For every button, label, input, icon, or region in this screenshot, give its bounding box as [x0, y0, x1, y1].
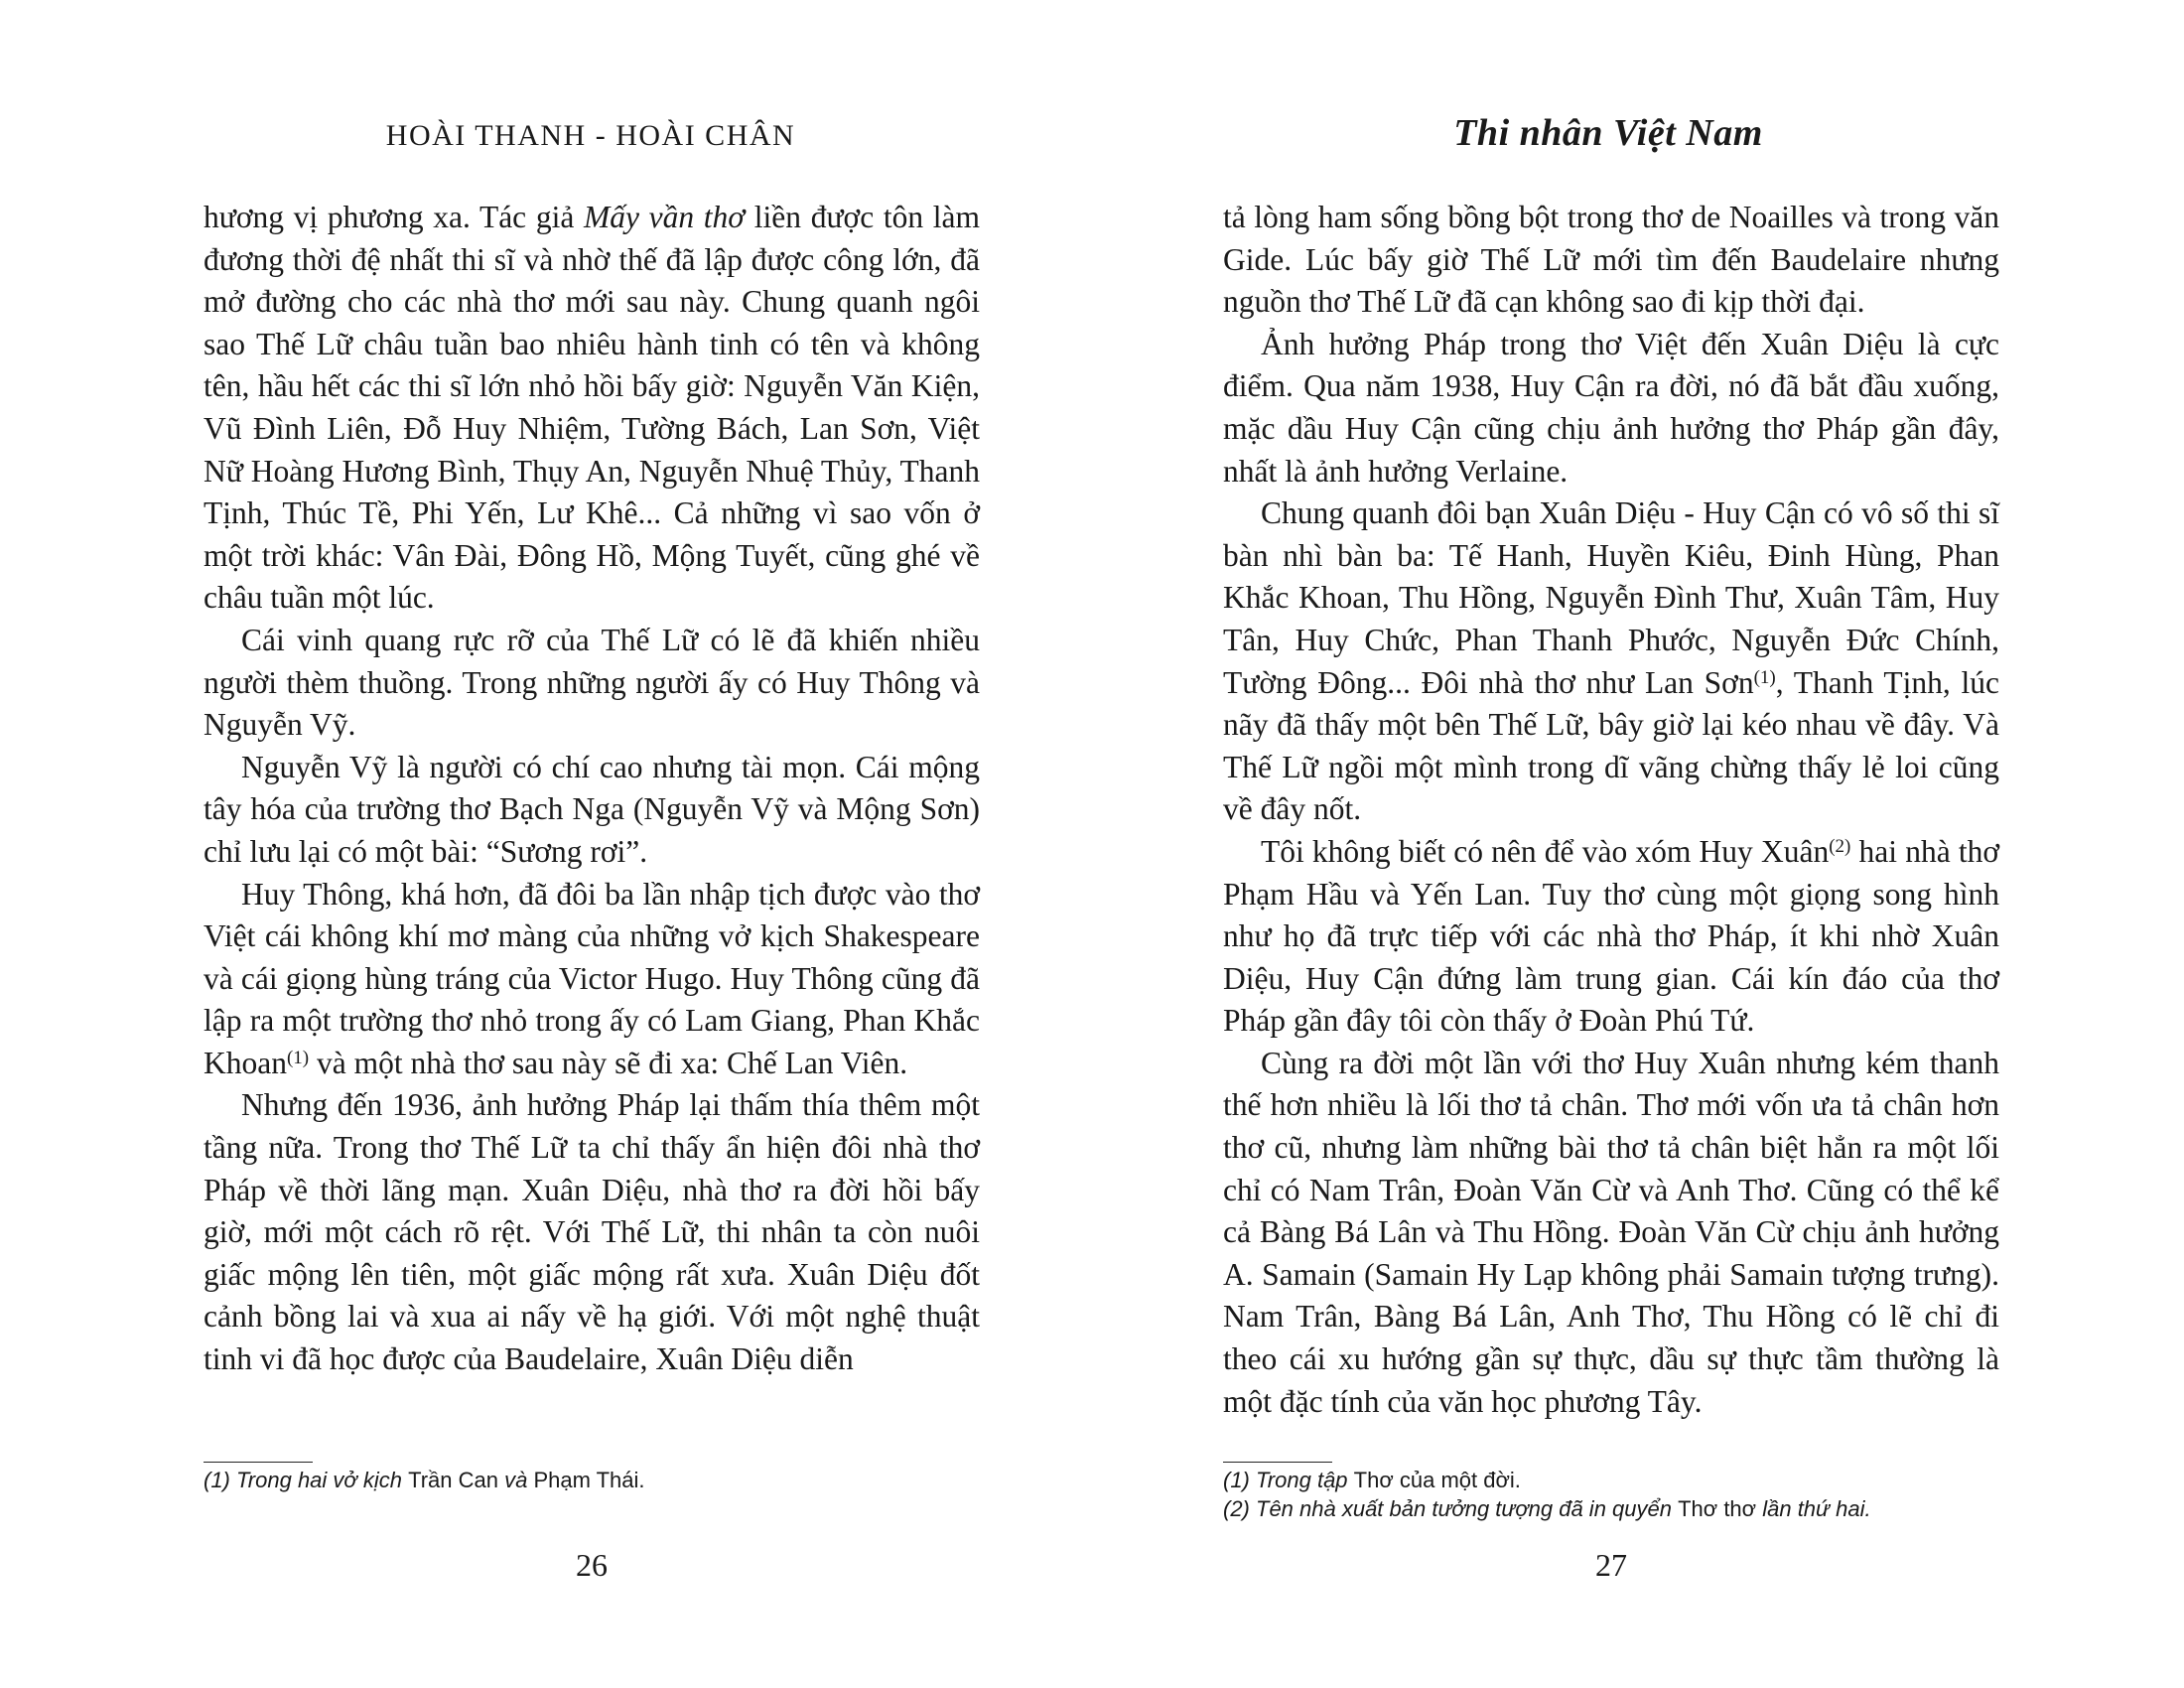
footnote-1: (1) Trong hai vở kịch Trần Can và Phạm Thái.: [204, 1468, 645, 1492]
footnote-ref: (1): [286, 1047, 310, 1068]
paragraph: Cùng ra đời một lần với thơ Huy Xuân nhưng kém thanh thế hơn nhiều là lối thơ tả chân. Thơ mới vốn ưa tả chân hơn thơ cũ, nhưng làm những bài thơ tả chân biệt hẳn ra một lối chỉ có Nam Trân, Đoàn Văn Cừ và Anh Thơ. Cũng có thể kể cả Bàng Bá Lân và Thu Hồng. Đoàn Văn Cừ chịu ảnh hưởng A. Samain (Samain Hy Lạp không phải Samain tượng trưng). Nam Trân, Bàng Bá Lân, Anh Thơ, Thu Hồng có lẽ chỉ đi theo cái xu hướng gần sự thực, dầu sự thực tầm thường là một đặc tính của văn học phương Tây.: [1223, 1045, 1999, 1419]
footnote-1: (1) Trong tập Thơ của một đời.: [1223, 1468, 1521, 1492]
paragraph: tả lòng ham sống bồng bột trong thơ de Noailles và trong văn Gide. Lúc bấy giờ Thế Lữ mới tìm đến Baudelaire nhưng nguồn thơ Thế Lữ đã cạn không sao đi kịp thời đại.: [1223, 200, 1999, 320]
book-title: Mấy vần thơ: [584, 200, 746, 234]
right-page: [1092, 0, 2184, 1688]
left-body-text: [204, 197, 980, 1381]
footnote-divider: [204, 1462, 313, 1463]
page-number: 27: [1595, 1547, 1627, 1583]
footnote-ref: (2): [1829, 835, 1851, 857]
paragraph: hương vị phương xa. Tác giả Mấy vần thơ liền được tôn làm đương thời đệ nhất thi sĩ và nhờ thế đã lập được công lớn, đã mở đường cho các nhà thơ mới sau này. Chung quanh ngôi sao Thế Lữ châu tuần bao nhiêu hành tinh có tên và không tên, hầu hết các thi sĩ lớn nhỏ hồi bấy giờ: Nguyễn Văn Kiện, Vũ Đình Liên, Đỗ Huy Nhiệm, Tường Bách, Lan Sơn, Việt Nữ Hoàng Hương Bình, Thụy An, Nguyễn Nhuệ Thủy, Thanh Tịnh, Thúc Tề, Phi Yến, Lư Khê... Cả những vì sao vốn ở một trời khác: Vân Đài, Đông Hồ, Mộng Tuyết, cũng ghé về châu tuần một lúc.: [204, 200, 981, 616]
footnotes: [204, 1466, 998, 1494]
paragraph: Cái vinh quang rực rỡ của Thế Lữ có lẽ đã khiến nhiều người thèm thuồng. Trong những người ấy có Huy Thông và Nguyễn Vỹ.: [204, 622, 980, 743]
paragraph: Ảnh hưởng Pháp trong thơ Việt đến Xuân Diệu là cực điểm. Qua năm 1938, Huy Cận ra đời, nó đã bắt đầu xuống, mặc dầu Huy Cận cũng chịu ảnh hưởng thơ Pháp gần đây, nhất là ảnh hưởng Verlaine.: [1223, 326, 1999, 489]
footnotes: [1223, 1466, 2017, 1523]
paragraph: Nhưng đến 1936, ảnh hưởng Pháp lại thấm thía thêm một tầng nữa. Trong thơ Thế Lữ ta chỉ thấy ẩn hiện đôi nhà thơ Pháp về thời lãng mạn. Xuân Diệu, nhà thơ ra đời hồi bấy giờ, mới một cách rõ rệt. Với Thế Lữ, thi nhân ta còn nuôi giấc mộng lên tiên, một giấc mộng rất xưa. Xuân Diệu đốt cảnh bồng lai và xua ai nấy về hạ giới. Với một nghệ thuật tinh vi đã học được của Baudelaire, Xuân Diệu diễn: [204, 1087, 980, 1377]
paragraph: Tôi không biết có nên để vào xóm Huy Xuân$^{(2)}$ hai nhà thơ Phạm Hầu và Yến Lan. Tuy thơ cùng một giọng song hình như họ đã trực tiếp với các nhà thơ Pháp, ít khi nhờ Xuân Diệu, Huy Cận đứng làm trung gian. Cái kín đáo của thơ Pháp gần đây tôi còn thấy ở Đoàn Phú Tứ.: [1223, 833, 2000, 1039]
page-number: 26: [576, 1547, 608, 1583]
footnote-ref: (1): [1753, 666, 1776, 688]
running-head-book-title: Thi nhân Việt Nam: [1453, 112, 1763, 154]
paragraph: Huy Thông, khá hơn, đã đôi ba lần nhập tịch được vào thơ Việt cái không khí mơ màng của những vở kịch Shakespeare và cái giọng hùng tráng của Victor Hugo. Huy Thông cũng đã lập ra một trường thơ nhỏ trong ấy có Lam Giang, Phan Khắc Khoan$^{(1)}$ và một nhà thơ sau này sẽ đi xa: Chế Lan Viên.: [204, 876, 980, 1080]
footnote-2: (2) Tên nhà xuất bản tưởng tượng đã in quyển Thơ thơ lần thứ hai.: [1223, 1496, 1871, 1521]
footnote-divider: [1223, 1462, 1332, 1463]
paragraph: Chung quanh đôi bạn Xuân Diệu - Huy Cận có vô số thi sĩ bàn nhì bàn ba: Tế Hanh, Huyền Kiêu, Đinh Hùng, Phan Khắc Khoan, Thu Hồng, Nguyễn Đình Thư, Xuân Tâm, Huy Tân, Huy Chức, Phan Thanh Phước, Nguyễn Đức Chính, Tường Đông... Đôi nhà thơ như Lan Sơn$^{(1)}$, Thanh Tịnh, lúc nãy đã thấy một bên Thế Lữ, bây giờ lại kéo nhau về đây. Và Thế Lữ ngồi một mình trong dĩ vãng chừng thấy lẻ loi cũng về đây nốt.: [1223, 495, 1999, 827]
right-body-text: [1223, 197, 1999, 1423]
paragraph: Nguyễn Vỹ là người có chí cao nhưng tài mọn. Cái mộng tây hóa của trường thơ Bạch Nga (Nguyễn Vỹ và Mộng Sơn) chỉ lưu lại có một bài: “Sương rơi”.: [204, 749, 980, 869]
running-head-authors: HOÀI THANH - HOÀI CHÂN: [385, 119, 796, 152]
